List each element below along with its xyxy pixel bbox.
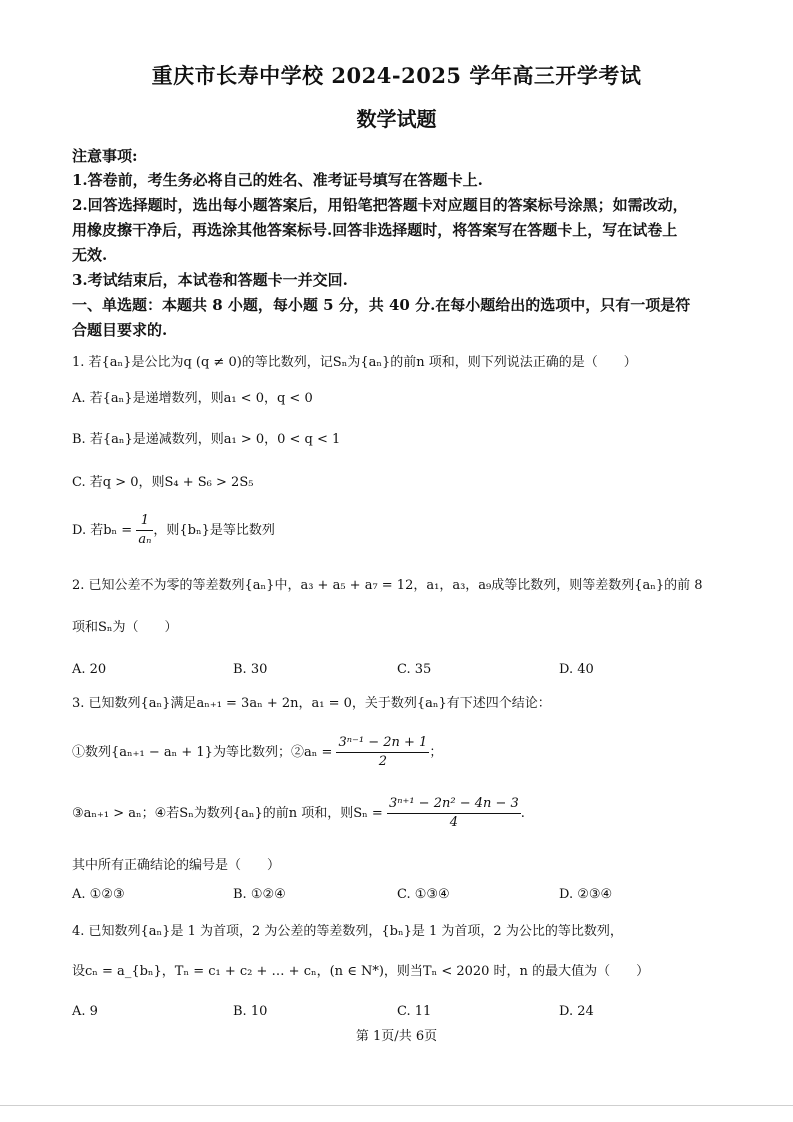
q2-stem-line-1: 2. 已知公差不为零的等差数列{aₙ}中，a₃ + a₅ + a₇ = 12，a₁，a₃，a₉成等比数列，则等差数列{aₙ}的前 8	[72, 578, 703, 593]
notice-item-2-line-3: 无效.	[72, 246, 108, 264]
q1-option-c: C. 若q > 0，则S₄ + S₆ > 2S₅	[72, 475, 254, 490]
q3-conclusion-4-denominator: 4	[387, 813, 521, 832]
q3-ask: 其中所有正确结论的编号是（ ）	[72, 858, 281, 873]
notice-item-1: 1.答卷前，考生务必将自己的姓名、准考证号填写在答题卡上.	[72, 171, 483, 189]
q1-option-d-denominator: aₙ	[138, 532, 152, 547]
q3-conclusion-2-fraction	[336, 734, 429, 771]
q4-option-b: B. 10	[233, 1004, 268, 1019]
notice-item-2-line-1: 2.回答选择题时，选出每小题答案后，用铅笔把答题卡对应题目的答案标号涂黑；如需改动，	[72, 196, 688, 214]
q1-option-d-suffix: ，则{bₙ}是等比数列	[153, 523, 275, 538]
q3-conclusion-1-2	[72, 734, 732, 771]
notice-item-3: 3.考试结束后，本试卷和答题卡一并交回.	[72, 271, 348, 289]
notice-item-2-line-2: 用橡皮擦干净后，再选涂其他答案标号.回答非选择题时，将答案写在答题卡上，写在试卷上	[72, 221, 678, 239]
q2-option-a: A. 20	[72, 662, 107, 677]
q3-conclusion-2-suffix: ；	[429, 745, 443, 760]
q1-stem: 1. 若{aₙ}是公比为q (q ≠ 0)的等比数列，记Sₙ为{aₙ}的前n 项和，则下列说法正确的是（ ）	[72, 355, 637, 370]
q1-option-a: A. 若{aₙ}是递增数列，则a₁ < 0，q < 0	[72, 391, 313, 406]
q3-option-c: C. ①③④	[397, 887, 450, 902]
q1-option-b: B. 若{aₙ}是递减数列，则a₁ > 0，0 < q < 1	[72, 432, 341, 447]
q2-stem-line-2: 项和Sₙ为（ ）	[72, 620, 178, 635]
page-bottom-divider	[0, 1105, 793, 1106]
q3-conclusion-4-fraction	[387, 795, 521, 832]
q4-stem-line-1: 4. 已知数列{aₙ}是 1 为首项，2 为公差的等差数列，{bₙ}是 1 为首项，2 为公比的等比数列，	[72, 924, 623, 939]
q3-option-d: D. ②③④	[559, 887, 613, 902]
page-number: 第 1页/共 6页	[355, 1029, 438, 1044]
q4-option-d: D. 24	[559, 1004, 594, 1019]
q4-option-c: C. 11	[397, 1004, 432, 1019]
q2-option-d: D. 40	[559, 662, 594, 677]
q3-conclusion-3-text: ③aₙ₊₁ > aₙ；④若Sₙ为数列{aₙ}的前n 项和，则Sₙ =	[72, 806, 387, 821]
q3-conclusion-4-numerator: 3ⁿ⁺¹ − 2n² − 4n − 3	[388, 796, 519, 811]
q3-conclusion-2-numerator: 3ⁿ⁻¹ − 2n + 1	[338, 735, 428, 750]
q3-conclusion-4-suffix: .	[520, 806, 525, 821]
q3-conclusion-1-text: ①数列{aₙ₊₁ − aₙ + 1}为等比数列；②aₙ =	[72, 745, 337, 760]
section-heading-line-2: 合题目要求的.	[72, 321, 168, 339]
q3-option-b: B. ①②④	[233, 887, 286, 902]
q2-option-b: B. 30	[233, 662, 268, 677]
q1-option-d-fraction	[136, 512, 153, 549]
q1-option-d	[72, 512, 732, 549]
notice-heading: 注意事项:	[72, 147, 138, 165]
q3-conclusion-3-4	[72, 795, 732, 832]
section-heading-line-1: 一、单选题：本题共 8 小题，每小题 5 分，共 40 分.在每小题给出的选项中，只有一项是符	[72, 296, 691, 314]
q4-stem-line-2: 设cₙ = a_{bₙ}，Tₙ = c₁ + c₂ + … + cₙ，(n ∈ N*)，则当Tₙ < 2020 时，n 的最大值为（ ）	[72, 964, 650, 979]
q2-option-c: C. 35	[397, 662, 432, 677]
q3-option-a: A. ①②③	[72, 887, 125, 902]
q1-option-d-prefix: D. 若bₙ =	[72, 523, 137, 538]
q3-conclusion-2-denominator: 2	[336, 752, 429, 771]
exam-title: 重庆市长寿中学校 2024-2025 学年高三开学考试	[151, 63, 642, 88]
q4-option-a: A. 9	[72, 1004, 98, 1019]
q3-stem: 3. 已知数列{aₙ}满足aₙ₊₁ = 3aₙ + 2n，a₁ = 0，关于数列{aₙ}有下述四个结论：	[72, 696, 551, 711]
q1-option-d-numerator: 1	[140, 513, 149, 528]
exam-subtitle: 数学试题	[356, 107, 437, 131]
